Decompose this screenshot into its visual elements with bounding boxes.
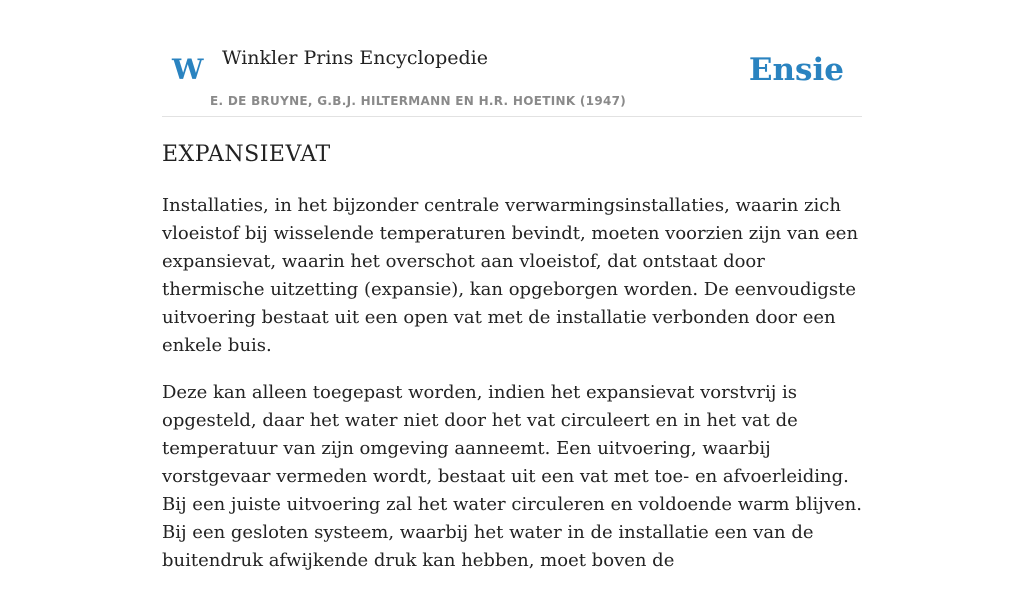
article-paragraph: Installaties, in het bijzonder centrale verwarmingsinstallaties, waarin zich vloeistof bij wisselende temperaturen bevindt, moeten voorzien zijn van een expansievat, waarin het overschot aan vloeistof, dat ontstaat door thermische uitzetting (expansie), kan opgeborgen worden. De eenvoudigste uitvoering bestaat uit een open vat met de installatie verbonden door een enkele buis. [162,195,859,356]
source-logo[interactable]: W [172,53,204,86]
article-paragraph: Deze kan alleen toegepast worden, indien het expansievat vorstvrij is opgesteld, daar het water niet door het vat circuleert en in het vat de temperatuur van zijn omgeving aanneemt. Een uitvoering, waarbij vorstgevaar vermeden wordt, bestaat uit een vat met toe- en afvoerleiding. Bij een juiste uitvoering zal het water circuleren en voldoende warm blijven. Bij een gesloten systeem, waarbij het water in de installatie een van de buitendruk afwijkende druk kan hebben, moet boven de [162,382,862,571]
article [162,138,862,594]
brand-logo[interactable]: Ensie [748,52,844,88]
source-authors: E. DE BRUYNE, G.B.J. HILTERMANN EN H.R. HOETINK (1947) [210,94,627,108]
article-title: EXPANSIEVAT [162,142,331,167]
source-header [162,0,862,117]
source-title[interactable]: Winkler Prins Encyclopedie [222,47,488,69]
